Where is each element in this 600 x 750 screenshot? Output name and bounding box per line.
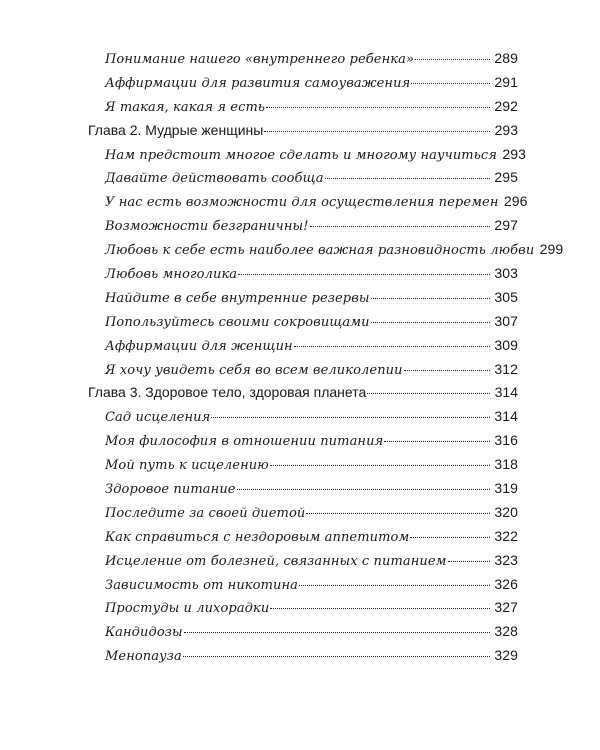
entry-page-number: 289 [494, 50, 518, 66]
entry-page-number: 291 [494, 73, 518, 90]
entry-title: Нам предстоит многое сделать и многому научиться [105, 147, 497, 163]
entry-title: Глава 3. Здоровое тело, здоровая планета [88, 384, 367, 401]
dot-leader [266, 107, 490, 108]
toc-section-entry [88, 576, 518, 600]
toc-section-entry [88, 74, 518, 98]
toc-section-entry [88, 193, 528, 217]
entry-title: Менопауза [105, 649, 182, 665]
entry-title: Я хочу увидеть себя во всем великолепии [105, 362, 403, 378]
dot-leader [404, 370, 490, 371]
entry-title: Исцеление от болезней, связанных с питанием [105, 553, 447, 569]
toc-section-entry [88, 480, 518, 504]
toc-section-entry [88, 361, 518, 385]
toc-section-entry [88, 552, 518, 576]
entry-page-number: 319 [494, 480, 518, 497]
entry-page-number: 316 [494, 432, 518, 449]
dot-leader [237, 489, 490, 490]
dot-leader [410, 537, 490, 538]
entry-page-number: 312 [494, 360, 518, 377]
entry-page-number: 297 [494, 217, 518, 234]
entry-title: Глава 2. Мудрые женщины [88, 121, 264, 138]
entry-title: Здоровое питание [105, 482, 236, 498]
toc-section-entry [88, 623, 518, 647]
entry-page-number: 323 [494, 551, 518, 568]
entry-page-number: 322 [494, 527, 518, 544]
entry-page-number: 314 [494, 384, 518, 401]
entry-title: Простуды и лихорадки [105, 601, 270, 617]
entry-title: Аффирмации для развития самоуважения [105, 75, 411, 91]
toc-section-entry [88, 408, 518, 432]
entry-title: Найдите в себе внутренние резервы [105, 290, 370, 306]
dot-leader [371, 322, 490, 323]
dot-leader [294, 346, 490, 347]
entry-title: Аффирмации для женщин [105, 338, 293, 354]
toc-section-entry [88, 456, 518, 480]
toc-section-entry [88, 145, 526, 170]
dot-leader [211, 417, 490, 418]
entry-title: Давайте действовать сообща [105, 171, 324, 187]
toc-section-entry [88, 289, 518, 313]
dot-leader [367, 393, 490, 394]
entry-title: Любовь к себе есть наиболее важная разновидность любви [105, 243, 535, 259]
dot-leader [371, 298, 490, 299]
entry-page-number: 303 [494, 265, 518, 282]
toc-section-entry [88, 599, 518, 623]
entry-page-number: 296 [503, 193, 528, 210]
entry-page-number: 320 [494, 503, 518, 520]
entry-title: Зависимость от никотина [105, 577, 298, 593]
entry-page-number: 327 [494, 599, 518, 616]
entry-page-number: 293 [502, 145, 526, 162]
dot-leader [264, 131, 490, 132]
table-of-contents [88, 50, 564, 671]
toc-chapter-entry [88, 122, 518, 146]
toc-section-entry [88, 432, 518, 456]
toc-section-entry [88, 217, 518, 241]
entry-title: Возможности безграничны! [105, 219, 309, 235]
entry-title: Мой путь к исцелению [105, 458, 269, 474]
toc-section-entry [88, 169, 518, 193]
entry-page-number: 307 [494, 312, 518, 329]
entry-page-number: 328 [494, 623, 518, 640]
entry-page-number: 326 [494, 575, 518, 592]
entry-page-number: 299 [539, 241, 564, 258]
toc-section-entry [88, 528, 518, 552]
entry-title: Понимание нашего «внутреннего ребенка» [105, 52, 415, 67]
dot-leader [310, 226, 490, 227]
entry-page-number: 314 [494, 408, 518, 425]
dot-leader [238, 274, 490, 275]
toc-section-entry [88, 98, 518, 122]
dot-leader [415, 59, 490, 60]
entry-title: Как справиться с нездоровым аппетитом [105, 529, 410, 545]
dot-leader [411, 83, 490, 84]
toc-section-entry [88, 313, 518, 337]
toc-section-entry [88, 50, 518, 74]
entry-page-number: 305 [494, 288, 518, 305]
dot-leader [184, 632, 490, 633]
entry-page-number: 295 [494, 169, 518, 186]
dot-leader [448, 561, 490, 562]
entry-title: Попользуйтесь своими сокровищами [105, 314, 370, 330]
entry-page-number: 318 [494, 456, 518, 473]
dot-leader [270, 465, 490, 466]
dot-leader [325, 178, 490, 179]
entry-title: Кандидозы [105, 625, 183, 641]
toc-section-entry [88, 241, 564, 265]
toc-chapter-entry [88, 384, 518, 408]
entry-page-number: 309 [494, 336, 518, 353]
entry-page-number: 329 [494, 647, 518, 664]
toc-section-entry [88, 265, 518, 289]
entry-title: Последите за своей диетой [105, 505, 306, 521]
entry-title: Моя философия в отношении питания [105, 434, 384, 450]
entry-title: Сад исцеления [105, 410, 211, 426]
entry-page-number: 292 [494, 97, 518, 114]
entry-title: Я такая, какая я есть [105, 99, 266, 115]
entry-title: Любовь многолика [105, 267, 238, 283]
dot-leader [183, 656, 490, 657]
toc-section-entry [88, 337, 518, 361]
dot-leader [384, 441, 490, 442]
toc-section-entry [88, 504, 518, 528]
entry-page-number: 293 [494, 121, 518, 138]
toc-section-entry [88, 647, 518, 671]
dot-leader [299, 585, 490, 586]
entry-title: У нас есть возможности для осуществления перемен [105, 195, 499, 211]
dot-leader [270, 608, 490, 609]
dot-leader [306, 513, 490, 514]
